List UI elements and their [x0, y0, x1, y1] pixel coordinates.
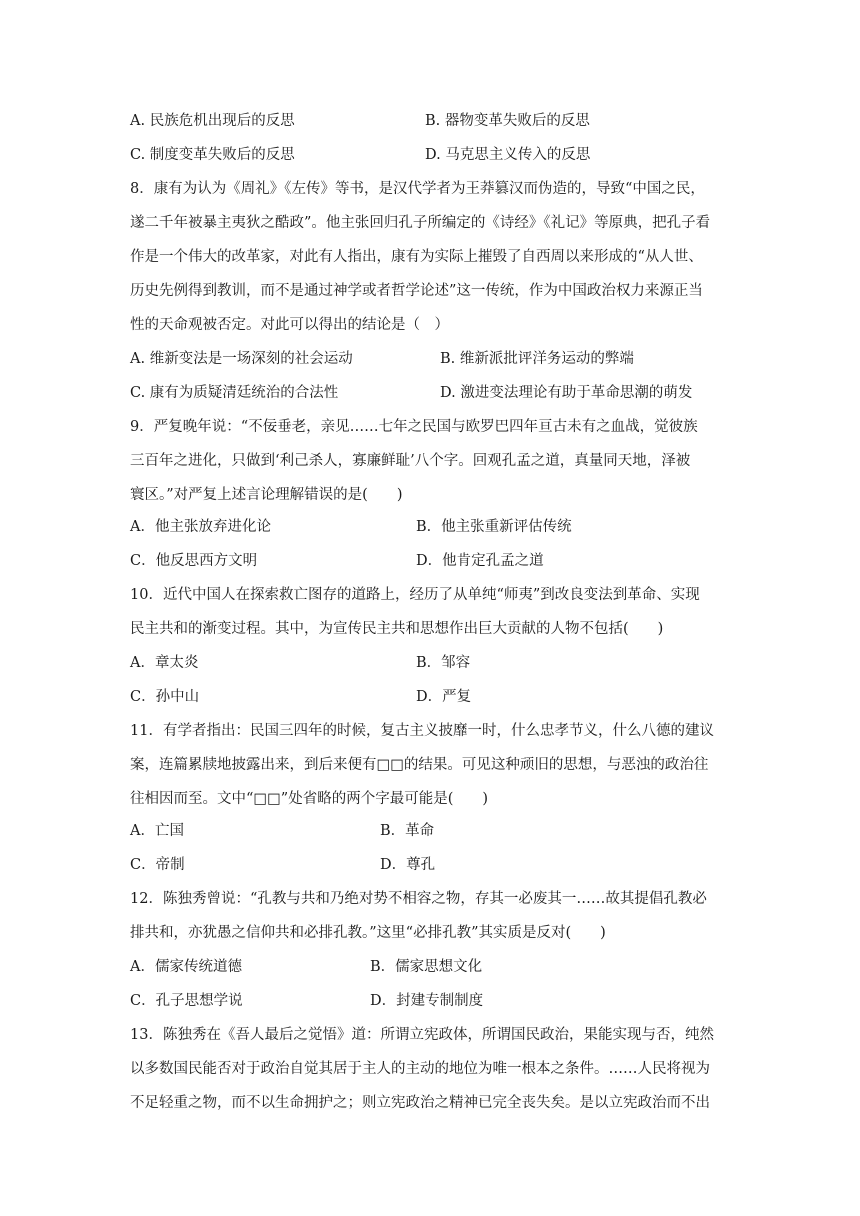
q7-option-a: A. 民族危机出现后的反思: [130, 113, 295, 129]
q13-stem-line: 13．陈独秀在《吾人最后之觉悟》道：所谓立宪政体，所谓国民政治，果能实现与否，纯然: [130, 1027, 714, 1043]
q10-stem-line: 10．近代中国人在探索救亡图存的道路上，经历了从单纯“师夷”到改良变法到革命、实现: [130, 587, 700, 603]
q10-option-b: B．邹容: [416, 655, 471, 671]
q12-option-d: D．封建专制制度: [370, 993, 484, 1009]
q12-option-b: B．儒家思想文化: [370, 959, 483, 975]
q11-stem-line: 案，连篇累牍地披露出来，到后来便有□□的结果。可见这种顽旧的思想，与恶浊的政治往: [130, 757, 709, 773]
q12-stem-line: 排共和，亦犹愚之信仰共和必排孔教。”这里“必排孔教”其实质是反对( ): [130, 925, 606, 941]
q10-option-d: D．严复: [416, 689, 472, 705]
q8-option-a: A. 维新变法是一场深刻的社会运动: [130, 351, 353, 367]
q9-option-a: A．他主张放弃进化论: [130, 519, 271, 535]
q11-option-d: D．尊孔: [380, 857, 436, 873]
q11-option-b: B．革命: [380, 823, 435, 839]
q7-option-c: C. 制度变革失败后的反思: [130, 147, 295, 163]
q9-option-b: B．他主张重新评估传统: [416, 519, 572, 535]
q12-stem-line: 12．陈独秀曾说：“孔教与共和乃绝对势不相容之物，存其一必废其一……故其提倡孔教必: [130, 891, 707, 907]
q13-stem-line: 不足轻重之物，而不以生命拥护之；则立宪政治之精神已完全丧失矣。是以立宪政治而不出: [130, 1095, 710, 1111]
q7-option-b: B. 器物变革失败后的反思: [425, 113, 590, 129]
q8-stem-line: 8．康有为认为《周礼》《左传》等书，是汉代学者为王莽篡汉而伪造的，导致“中国之民，: [130, 181, 705, 197]
q13-stem-line: 以多数国民能否对于政治自觉其居于主人的主动的地位为唯一根本之条件。……人民将视为: [130, 1061, 710, 1077]
q9-option-c: C．他反思西方文明: [130, 553, 258, 569]
q9-stem-line: 9．严复晚年说：“不佞垂老，亲见……七年之民国与欧罗巴四年亘古未有之血战，觉彼族: [130, 419, 698, 435]
q10-option-c: C．孙中山: [130, 689, 200, 705]
q11-option-c: C．帝制: [130, 857, 185, 873]
q7-option-d: D. 马克思主义传入的反思: [425, 147, 591, 163]
q9-option-d: D．他肯定孔孟之道: [416, 553, 544, 569]
q11-stem-line: 11．有学者指出：民国三四年的时候，复古主义披靡一时，什么忠孝节义，什么八德的建议: [130, 723, 714, 739]
q9-stem-line: 三百年之进化，只做到‘利己杀人，寡廉鲜耻’八个字。回观孔孟之道，真量同天地，泽被: [130, 453, 691, 469]
q11-option-a: A．亡国: [130, 823, 184, 839]
q8-option-d: D. 激进变法理论有助于革命思潮的萌发: [440, 385, 693, 401]
q9-stem-line: 寰区。”对严复上述言论理解错误的是( ): [130, 487, 403, 503]
q8-option-c: C. 康有为质疑清廷统治的合法性: [130, 385, 339, 401]
q8-option-b: B. 维新派批评洋务运动的弊端: [440, 351, 634, 367]
q10-option-a: A．章太炎: [130, 655, 199, 671]
q8-stem-line: 历史先例得到教训，而不是通过神学或者哲学论述”这一传统，作为中国政治权力来源正当: [130, 283, 703, 299]
q8-stem-line: 遂二千年被暴主夷狄之酷政”。他主张回归孔子所编定的《诗经》《礼记》等原典，把孔子看: [130, 215, 711, 231]
q10-stem-line: 民主共和的渐变过程。其中，为宣传民主共和思想作出巨大贡献的人物不包括( ): [130, 621, 664, 637]
q12-option-a: A．儒家传统道德: [130, 959, 242, 975]
q11-stem-line: 往相因而至。文中“□□”处省略的两个字最可能是( ): [130, 791, 489, 807]
q12-option-c: C．孔子思想学说: [130, 993, 243, 1009]
q8-stem-line: 作是一个伟大的改革家，对此有人指出，康有为实际上摧毁了自西周以来形成的“从人世、: [130, 249, 703, 265]
q8-stem-line: 性的天命观被否定。对此可以得出的结论是（ ）: [130, 317, 449, 333]
